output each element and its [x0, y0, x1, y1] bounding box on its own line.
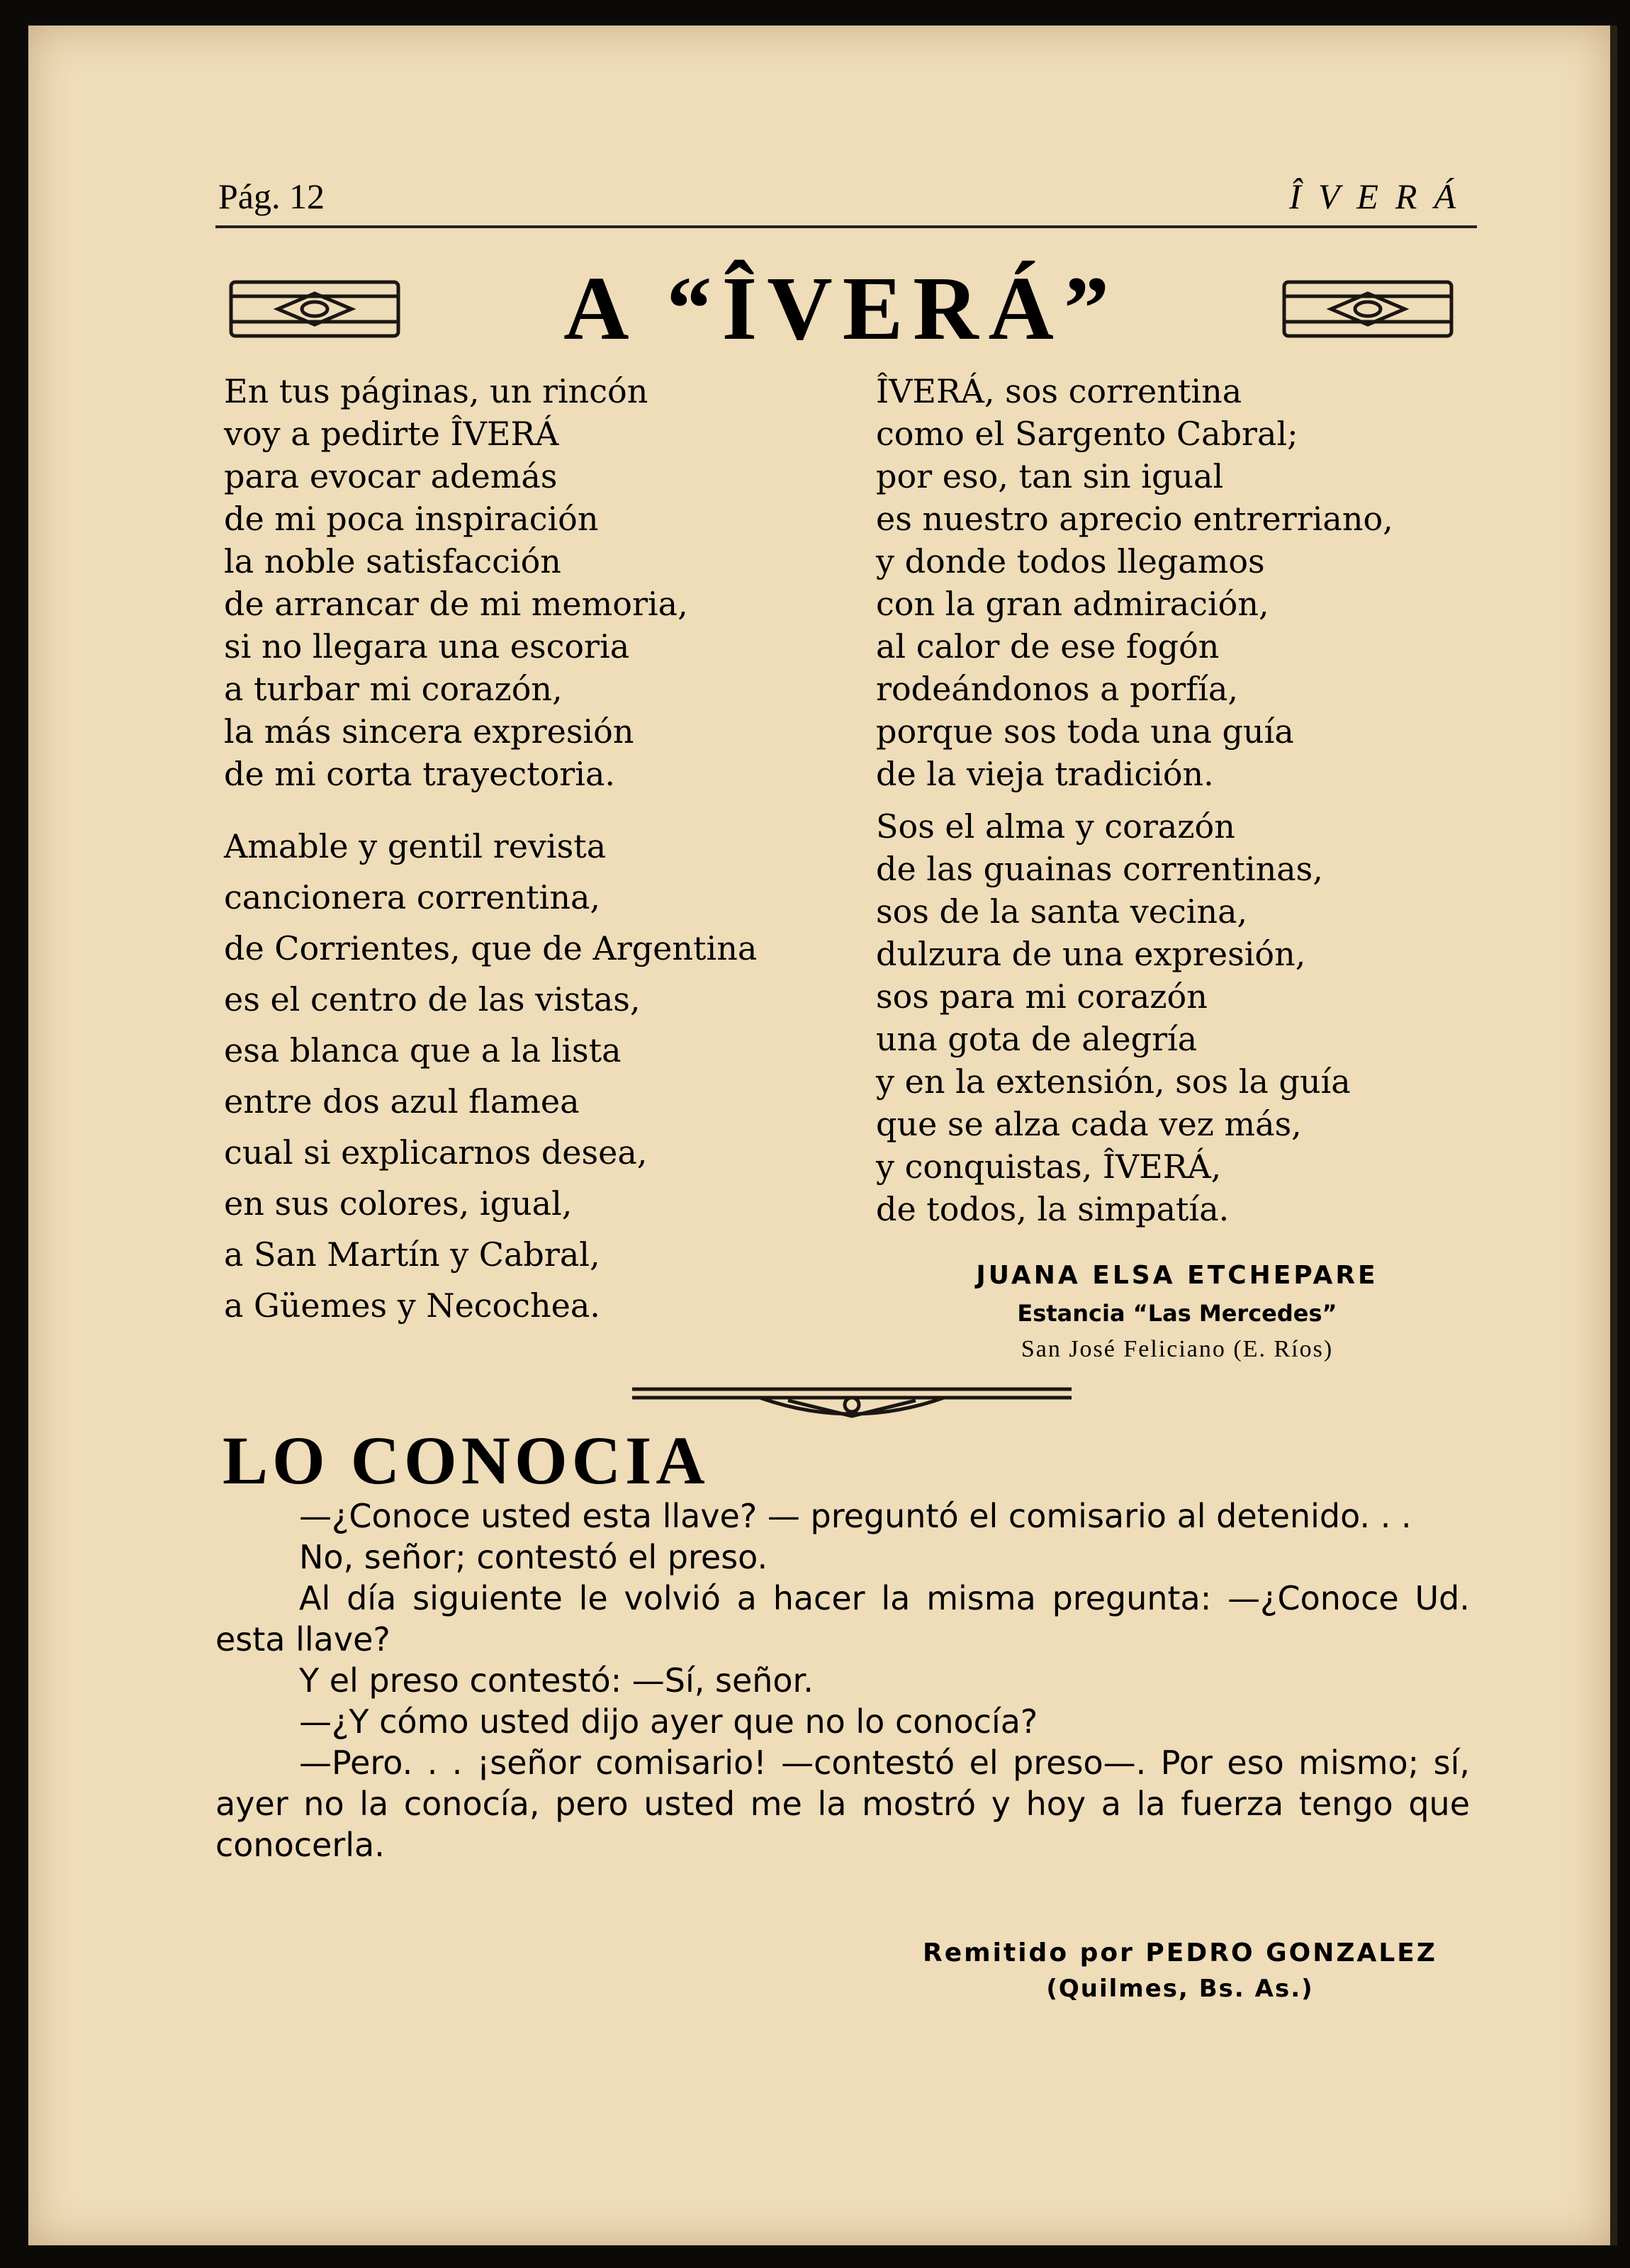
- verse-line: esa blanca que a la lista: [224, 1031, 622, 1070]
- ornamental-divider-icon: [625, 1374, 1079, 1423]
- poem-title-row: [200, 255, 1483, 361]
- verse-line: En tus páginas, un rincón: [224, 372, 648, 410]
- story-paragraph: —¿Y cómo usted dijo ayer que no lo conocía?: [299, 1702, 1038, 1741]
- stanza: [876, 805, 1393, 1230]
- story-credit: [907, 1935, 1453, 2006]
- verse-line: cual si explicarnos desea,: [224, 1133, 648, 1172]
- credit-line: Remitido por PEDRO GONZALEZ: [923, 1938, 1437, 1967]
- verse-line: con la gran admiración,: [876, 585, 1269, 623]
- verse-line: a Güemes y Necochea.: [224, 1286, 600, 1325]
- verse-line: y conquistas, ÎVERÁ,: [876, 1147, 1222, 1186]
- poem-right-column: [876, 370, 1393, 1230]
- poem-left-column: [224, 370, 757, 1331]
- poem-title: A “ÎVERÁ”: [563, 258, 1119, 359]
- verse-line: de todos, la simpatía.: [876, 1190, 1230, 1228]
- verse-line: de mi corta trayectoria.: [224, 755, 616, 793]
- verse-line: de mi poca inspiración: [224, 500, 599, 538]
- verse-line: cancionera correntina,: [224, 878, 601, 916]
- verse-line: si no llegara una escoria: [224, 627, 630, 666]
- story-paragraph: —Pero. . . ¡señor comisario! —contestó el preso—. Por eso mismo; sí, ayer no la conocía, pero usted me la mostró y hoy a la fuerza tengo que conocerla.: [215, 1744, 1470, 1864]
- story-paragraph: —¿Conoce usted esta llave? — preguntó el comisario al detenido. . .: [299, 1497, 1412, 1535]
- poem-signature: [933, 1256, 1422, 1368]
- story-paragraph: No, señor; contestó el preso.: [299, 1538, 768, 1576]
- verse-line: una gota de alegría: [876, 1020, 1198, 1058]
- verse-line: dulzura de una expresión,: [876, 935, 1306, 973]
- story-paragraph: Y el preso contestó: —Sí, señor.: [299, 1661, 814, 1700]
- verse-line: y donde todos llegamos: [876, 542, 1265, 580]
- verse-line: sos para mi corazón: [876, 977, 1208, 1016]
- verse-line: al calor de ese fogón: [876, 627, 1220, 666]
- running-title: ÎVERÁ: [1289, 176, 1473, 216]
- verse-line: a turbar mi corazón,: [224, 670, 563, 708]
- story-paragraph: Al día siguiente le volvió a hacer la misma pregunta: —¿Conoce Ud. esta llave?: [215, 1579, 1470, 1658]
- verse-line: que se alza cada vez más,: [876, 1105, 1302, 1143]
- verse-line: la más sincera expresión: [224, 712, 634, 751]
- verse-line: sos de la santa vecina,: [876, 892, 1248, 931]
- verse-line: Sos el alma y corazón: [876, 807, 1235, 846]
- author-name: JUANA ELSA ETCHEPARE: [976, 1261, 1378, 1290]
- verse-line: por eso, tan sin igual: [876, 457, 1224, 495]
- verse-line: y en la extensión, sos la guía: [876, 1062, 1351, 1101]
- verse-line: ÎVERÁ, sos correntina: [876, 372, 1242, 410]
- verse-line: en sus colores, igual,: [224, 1184, 573, 1223]
- verse-line: rodeándonos a porfía,: [876, 670, 1239, 708]
- header-rule: [215, 225, 1477, 228]
- page-header: [218, 157, 1473, 221]
- verse-line: para evocar además: [224, 457, 558, 495]
- verse-line: es el centro de las vistas,: [224, 980, 641, 1018]
- credit-location: (Quilmes, Bs. As.): [1046, 1975, 1314, 2003]
- verse-line: de Corrientes, que de Argentina: [224, 929, 758, 967]
- page-number: Pág. 12: [218, 176, 325, 216]
- verse-line: es nuestro aprecio entrerriano,: [876, 500, 1393, 538]
- verse-line: de la vieja tradición.: [876, 755, 1214, 793]
- stanza: [224, 370, 757, 795]
- verse-line: la noble satisfacción: [224, 542, 561, 580]
- author-estancia: Estancia “Las Mercedes”: [1017, 1300, 1337, 1327]
- verse-line: de las guainas correntinas,: [876, 850, 1323, 888]
- verse-line: entre dos azul flamea: [224, 1082, 580, 1121]
- author-location: San José Feliciano (E. Ríos): [1021, 1336, 1334, 1362]
- verse-line: a San Martín y Cabral,: [224, 1235, 600, 1274]
- stanza: [876, 370, 1393, 795]
- stanza: [224, 821, 757, 1331]
- verse-line: de arrancar de mi memoria,: [224, 585, 688, 623]
- ornament-left-icon: [228, 278, 401, 340]
- story-body: [215, 1495, 1470, 1865]
- story-title: LO CONOCIA: [223, 1422, 709, 1498]
- verse-line: voy a pedirte ÎVERÁ: [224, 415, 559, 453]
- verse-line: Amable y gentil revista: [224, 827, 607, 865]
- verse-line: como el Sargento Cabral;: [876, 415, 1298, 453]
- verse-line: porque sos toda una guía: [876, 712, 1294, 751]
- ornament-right-icon: [1281, 278, 1454, 340]
